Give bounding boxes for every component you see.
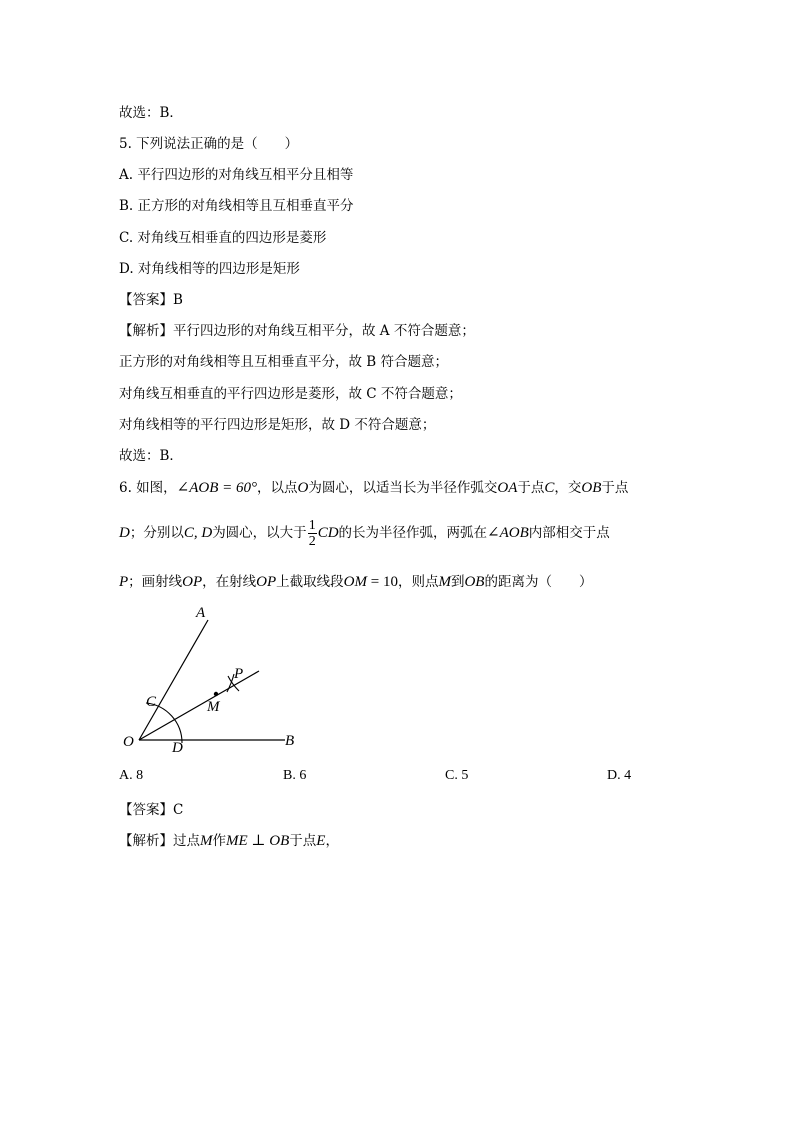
question-5-stem: 5. 下列说法正确的是（ ） <box>119 136 299 152</box>
option-a: A. 平行四边形的对角线互相平分且相等 <box>119 167 354 183</box>
label-o: O <box>123 734 134 750</box>
math-p: P <box>119 574 129 590</box>
text: ，交 <box>554 480 582 496</box>
text: 于点 <box>517 480 545 496</box>
text: 为圆心，以大于 <box>212 525 307 541</box>
text: 作 <box>212 833 226 849</box>
text: ，则点 <box>397 574 439 590</box>
text: 【解析】过点 <box>119 833 200 849</box>
math-cd: C, D <box>183 525 213 541</box>
label-b: B <box>285 733 295 749</box>
text: 内部相交于点 <box>528 525 610 541</box>
point-m <box>214 692 218 696</box>
text: 于点 <box>601 480 629 496</box>
ray-oa <box>139 620 208 740</box>
question-6-stem-line1 <box>119 479 628 497</box>
math-o: O <box>297 480 309 496</box>
text: 的距离为（ ） <box>484 574 593 590</box>
explanation-line: 对角线相等的平行四边形是矩形，故 D 不符合题意； <box>119 417 436 433</box>
text: 到 <box>450 574 465 590</box>
text: 于点 <box>289 833 317 849</box>
math-ob: OB <box>581 480 602 496</box>
text: 6. 如图， <box>119 480 177 496</box>
geometry-figure <box>110 600 310 760</box>
math-e: E <box>316 833 326 849</box>
question-6-stem-line3 <box>119 573 592 591</box>
math-oa: OA <box>497 480 518 496</box>
label-p: P <box>234 666 244 682</box>
math-cd: CD <box>317 525 339 541</box>
text: 上截取线段 <box>276 574 344 590</box>
q6-option-b: B. 6 <box>283 768 307 783</box>
explanation-line: 【解析】平行四边形的对角线互相平分，故 A 不符合题意； <box>119 323 475 339</box>
text-line: 故选：B． <box>119 105 183 121</box>
math-op: OP <box>182 574 203 590</box>
q6-option-d: D. 4 <box>607 768 632 783</box>
fraction-one-half <box>308 518 317 549</box>
label-a: A <box>196 605 206 621</box>
explanation-line: 对角线互相垂直的平行四边形是菱形，故 C 不符合题意； <box>119 386 462 402</box>
fraction-denominator: 2 <box>308 534 316 549</box>
text: ；分别以 <box>129 525 184 541</box>
selection-line: 故选：B． <box>119 448 183 464</box>
q6-answer: 【答案】C <box>119 802 184 818</box>
label-d: D <box>172 740 183 756</box>
text: ，在射线 <box>202 574 257 590</box>
q6-option-c: C. 5 <box>445 768 469 783</box>
math-c: C <box>544 480 555 496</box>
option-b: B. 正方形的对角线相等且互相垂直平分 <box>119 198 354 214</box>
option-d: D. 对角线相等的四边形是矩形 <box>119 261 300 277</box>
label-c: C <box>146 694 157 710</box>
angle-aob: ∠AOB <box>487 525 529 541</box>
option-c: C. 对角线互相垂直的四边形是菱形 <box>119 230 327 246</box>
math-om: OM <box>343 574 367 590</box>
answer: 【答案】B <box>119 292 183 308</box>
math-me: ME <box>226 833 248 849</box>
text: 为圆心，以适当长为半径作弧交 <box>308 480 498 496</box>
angle-expression: ∠AOB = 60° <box>176 480 258 496</box>
math-ob: OB <box>464 574 485 590</box>
text: ， <box>325 833 339 849</box>
math-op: OP <box>256 574 277 590</box>
math-m: M <box>200 833 213 849</box>
math-ob: OB <box>269 833 290 849</box>
label-m: M <box>207 699 220 715</box>
q6-option-a: A. 8 <box>119 768 144 783</box>
text: ，以点 <box>257 480 298 496</box>
text: ；画射线 <box>128 574 183 590</box>
fraction-numerator: 1 <box>308 518 316 533</box>
explanation-line: 正方形的对角线相等且互相垂直平分，故 B 符合题意； <box>119 354 449 370</box>
text: 的长为半径作弧，两弧在 <box>338 525 488 541</box>
math-equals-ten: = 10 <box>367 574 398 590</box>
question-6-stem-line2 <box>119 518 610 549</box>
q6-explanation <box>119 832 339 850</box>
perpendicular-symbol: ⊥ <box>247 833 270 849</box>
math-d: D <box>119 525 130 541</box>
math-m: M <box>438 574 451 590</box>
